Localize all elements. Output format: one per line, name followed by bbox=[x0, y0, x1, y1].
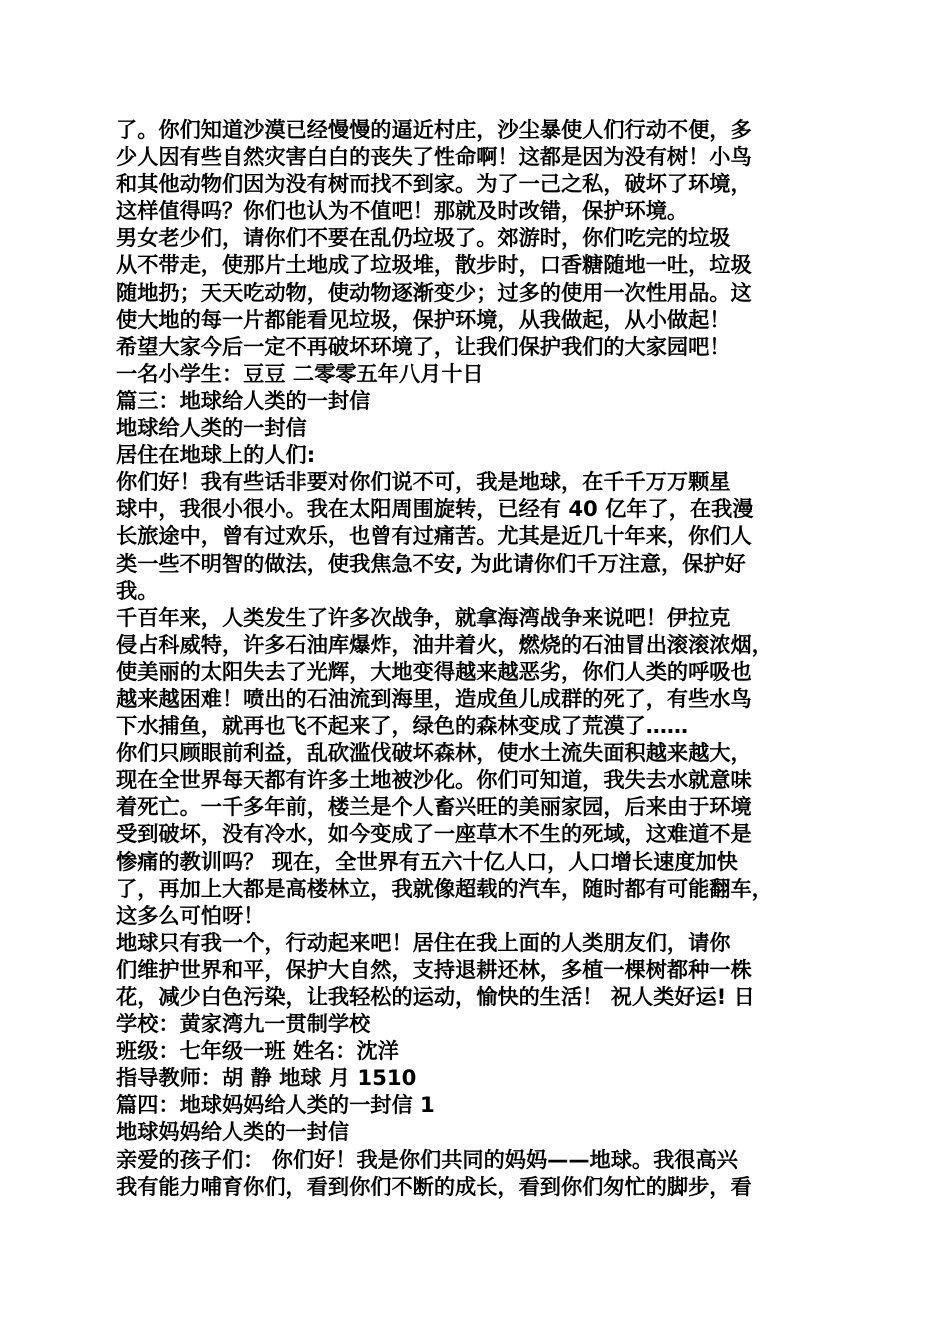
text-line: 们维护世界和平，保护大自然，支持退耕还林，多植一棵树都种一株 bbox=[116, 956, 752, 982]
text-line: 和其他动物们因为没有树而找不到家。为了一己之私，破坏了环境， bbox=[116, 171, 752, 197]
text-line: 亲爱的孩子们： 你们好！我是你们共同的妈妈——地球。我很高兴 bbox=[116, 1146, 738, 1172]
text-line: 这多么可怕呀！ bbox=[116, 902, 265, 928]
text-line: 你们只顾眼前利益，乱砍滥伐破坏森林，使水土流失面积越来越大， bbox=[116, 740, 752, 766]
text-line: 少人因有些自然灾害白白的丧失了性命啊！这都是因为没有树！小鸟 bbox=[116, 144, 752, 170]
letter-title: 地球妈妈给人类的一封信 bbox=[116, 1119, 350, 1145]
text-line: 侵占科威特，许多石油库爆炸，油井着火，燃烧的石油冒出滚滚浓烟， bbox=[116, 631, 773, 657]
text-line: 现在全世界每天都有许多土地被沙化。你们可知道，我失去水就意味 bbox=[116, 767, 752, 793]
text-line: 了，再加上大都是高楼林立，我就像超载的汽车，随时都有可能翻车， bbox=[116, 875, 773, 901]
text-line: 男女老少们，请你们不要在乱仍垃圾了。郊游时，你们吃完的垃圾 bbox=[116, 225, 731, 251]
text-line: 长旅途中，曾有过欢乐，也曾有过痛苦。尤其是近几十年来，你们人 bbox=[116, 523, 752, 549]
section-heading: 篇三：地球给人类的一封信 bbox=[116, 387, 371, 413]
text-line: 使美丽的太阳失去了光辉，大地变得越来越恶劣，你们人类的呼吸也 bbox=[116, 658, 752, 684]
signature-line: 一名小学生：豆豆 二零零五年八月十日 bbox=[116, 360, 484, 386]
text-line: 千百年来，人类发生了许多次战争，就拿海湾战争来说吧！伊拉克 bbox=[116, 604, 731, 630]
text-line: 惨痛的教训吗？ 现在，全世界有五六十亿人口，人口增长速度加快 bbox=[116, 848, 738, 874]
text-line: 下水捕鱼，就再也飞不起来了，绿色的森林变成了荒漠了…… bbox=[116, 713, 689, 739]
school-line: 学校：黄家湾九一贯制学校 bbox=[116, 1011, 371, 1037]
letter-title: 地球给人类的一封信 bbox=[116, 415, 307, 441]
text-line: 地球只有我一个，行动起来吧！居住在我上面的人类朋友们，请你 bbox=[116, 929, 731, 955]
text-line: 越来越困难！喷出的石油流到海里，造成鱼儿成群的死了，有些水鸟 bbox=[116, 685, 752, 711]
text-line: 我有能力哺育你们，看到你们不断的成长，看到你们匆忙的脚步，看 bbox=[116, 1173, 752, 1199]
text-line: 类一些不明智的做法，使我焦急不安, 为此请你们千万注意，保护好 bbox=[116, 550, 746, 576]
text-line: 这样值得吗？你们也认为不值吧！那就及时改错，保护环境。 bbox=[116, 198, 689, 224]
document-body bbox=[116, 116, 844, 1200]
text-line: 你们好！我有些话非要对你们说不可，我是地球，在千千万万颗星 bbox=[116, 469, 731, 495]
text-line: 从不带走，使那片土地成了垃圾堆，散步时，口香糖随地一吐，垃圾 bbox=[116, 252, 752, 278]
teacher-line: 指导教师：胡 静 地球 月 1510 bbox=[116, 1065, 417, 1091]
text-line: 随地扔；天天吃动物，使动物逐渐变少；过多的使用一次性用品。这 bbox=[116, 279, 752, 305]
class-name-line: 班级：七年级一班 姓名：沈洋 bbox=[116, 1038, 399, 1064]
text-line: 受到破坏，没有冷水，如今变成了一座草木不生的死域，这难道不是 bbox=[116, 821, 752, 847]
text-line: 使大地的每一片都能看见垃圾，保护环境，从我做起，从小做起！ bbox=[116, 306, 731, 332]
section-heading: 篇四：地球妈妈给人类的一封信 1 bbox=[116, 1092, 435, 1118]
text-line: 花，减少白色污染，让我轻松的运动，愉快的生活！ 祝人类好运! 日 bbox=[116, 984, 755, 1009]
letter-salutation: 居住在地球上的人们: bbox=[116, 442, 316, 468]
text-line: 球中，我很小很小。我在太阳周围旋转，已经有 40 亿年了，在我漫 bbox=[116, 496, 754, 522]
text-line: 了。你们知道沙漠已经慢慢的逼近村庄，沙尘暴使人们行动不便，多 bbox=[116, 117, 752, 142]
text-line: 着死亡。一千多年前，楼兰是个人畜兴旺的美丽家园，后来由于环境 bbox=[116, 794, 752, 820]
text-line: 我。 bbox=[116, 577, 159, 603]
text-line: 希望大家今后一定不再破坏环境了，让我们保护我们的大家园吧！ bbox=[116, 333, 731, 359]
